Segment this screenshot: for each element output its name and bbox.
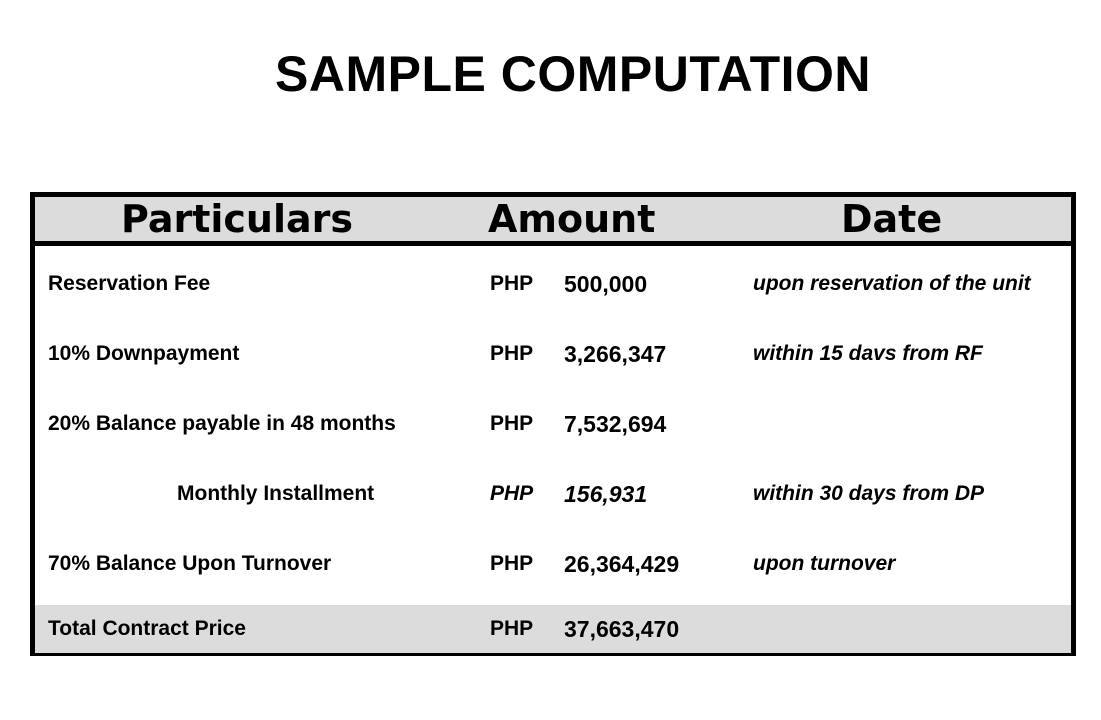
row-currency: PHP [490,412,534,435]
row-currency: PHP [490,342,534,365]
row-currency: PHP [490,552,534,575]
table-row [35,330,1071,378]
total-particular: Total Contract Price [48,617,246,640]
row-amount: 500,000 [564,271,648,297]
row-date: upon turnover [753,552,896,575]
row-amount: 3,266,347 [564,341,667,367]
row-particular: 10% Downpayment [48,342,240,365]
row-currency: PHP [490,272,534,295]
row-date: within 30 days from DP [753,482,985,505]
row-particular: 70% Balance Upon Turnover [48,552,332,575]
row-date: within 15 davs from RF [753,342,983,365]
row-particular: Monthly Installment [177,482,375,505]
row-currency: PHP [490,482,534,505]
header-amount: Amount [488,197,656,241]
total-amount: 37,663,470 [564,616,680,642]
row-particular: 20% Balance payable in 48 months [48,412,396,435]
total-row [35,605,1071,653]
table-row [35,470,1071,518]
row-amount: 7,532,694 [564,411,667,437]
table-row [35,540,1071,588]
total-currency: PHP [490,617,534,640]
table-row [35,400,1071,448]
page-title: SAMPLE COMPUTATION [274,46,871,102]
row-amount: 26,364,429 [564,551,680,577]
table-header [35,197,1071,246]
row-amount: 156,931 [564,481,648,507]
computation-table [30,192,1076,656]
table-row [35,260,1071,308]
row-particular: Reservation Fee [48,272,211,295]
row-date: upon reservation of the unit [753,272,1031,295]
header-particulars: Particulars [121,197,354,241]
header-date: Date [841,197,943,241]
